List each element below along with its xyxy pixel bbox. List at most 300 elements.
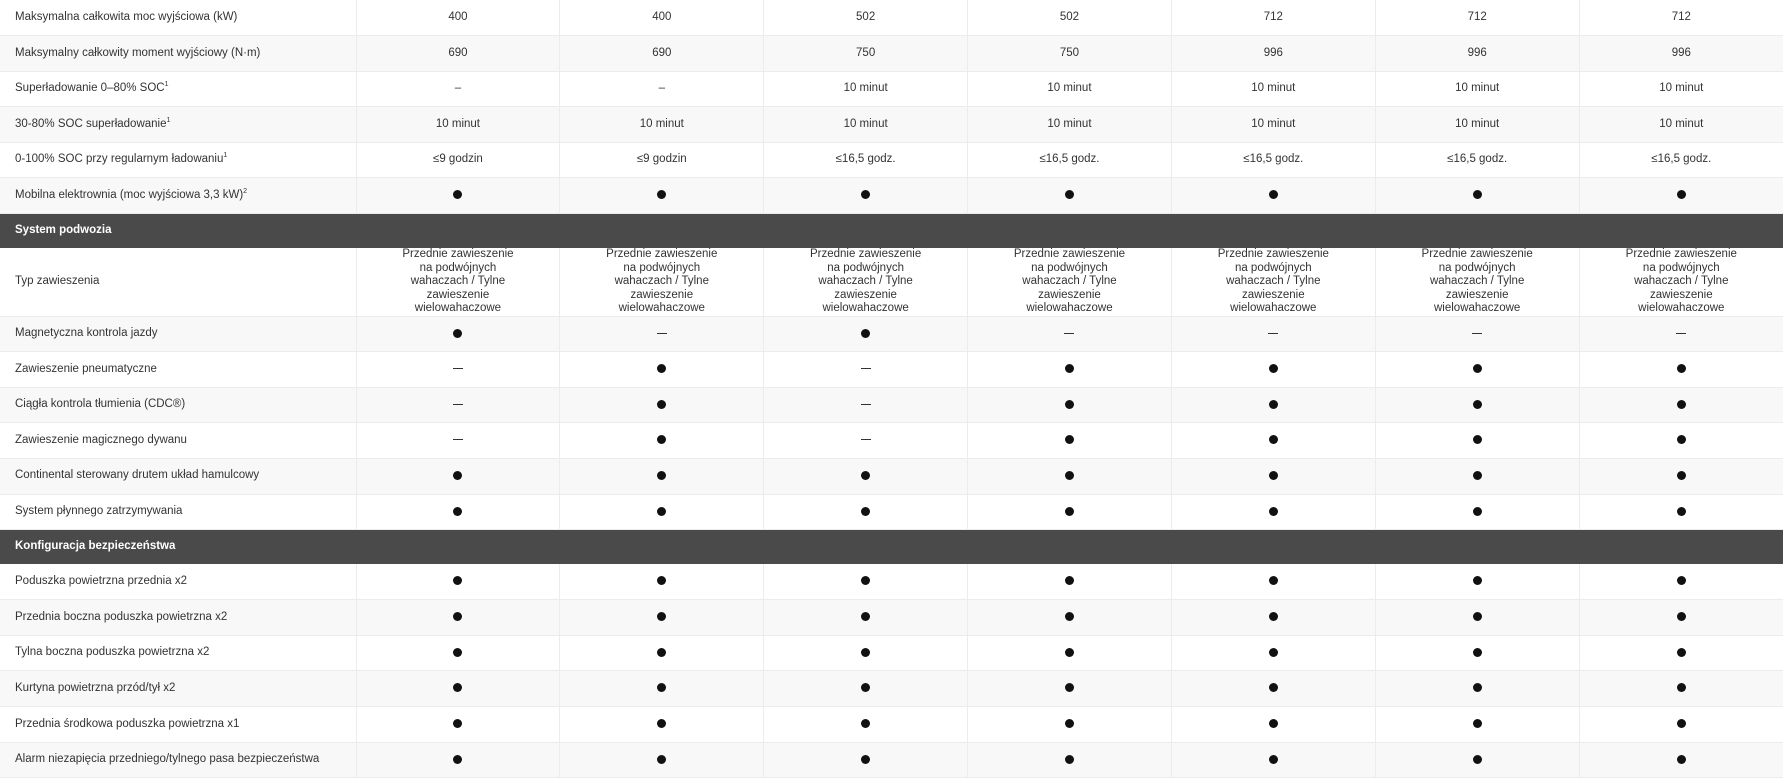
included-dot-icon [1677, 435, 1686, 444]
value-text: 10 minut [639, 117, 684, 130]
not-available-dash-icon [453, 368, 463, 369]
row-label: Przednia boczna poduszka powietrzna x2 [15, 610, 228, 623]
value-cell [1579, 600, 1783, 636]
value-text: 750 [856, 46, 876, 59]
value-cell [356, 707, 560, 743]
included-dot-icon [453, 755, 462, 764]
included-dot-icon [1677, 683, 1686, 692]
table-row [0, 671, 1783, 707]
value-cell [560, 387, 764, 423]
included-dot-icon [1065, 435, 1074, 444]
value-cell [1171, 707, 1375, 743]
row-label-cell [0, 0, 356, 36]
not-available-dash-icon [861, 439, 871, 440]
included-dot-icon [1677, 364, 1686, 373]
included-dot-icon [453, 683, 462, 692]
value-cell [1579, 707, 1783, 743]
value-cell [560, 36, 764, 72]
value-cell [560, 707, 764, 743]
included-dot-icon [1065, 400, 1074, 409]
value-text: Przednie zawieszenie na podwójnych wahaczach / Tylne zawieszenie wielowahaczowe [810, 248, 922, 315]
value-cell [356, 600, 560, 636]
value-cell [1375, 564, 1579, 600]
value-cell [764, 671, 968, 707]
included-dot-icon [861, 683, 870, 692]
not-available-dash-icon [1472, 333, 1482, 334]
value-cell [1171, 178, 1375, 214]
table-row [0, 458, 1783, 494]
row-label-cell [0, 142, 356, 178]
included-dot-icon [657, 471, 666, 480]
value-cell [1171, 671, 1375, 707]
value-cell [356, 564, 560, 600]
value-cell [968, 0, 1172, 36]
included-dot-icon [1473, 507, 1482, 516]
table-row [0, 316, 1783, 352]
value-cell [968, 107, 1172, 143]
included-dot-icon [1065, 612, 1074, 621]
included-dot-icon [1677, 400, 1686, 409]
table-row [0, 352, 1783, 388]
value-cell [1375, 71, 1579, 107]
value-cell [356, 71, 560, 107]
included-dot-icon [453, 190, 462, 199]
included-dot-icon [1269, 364, 1278, 373]
value-cell [1375, 178, 1579, 214]
value-cell [968, 742, 1172, 778]
included-dot-icon [1473, 612, 1482, 621]
included-dot-icon [657, 400, 666, 409]
included-dot-icon [1677, 612, 1686, 621]
value-cell [1171, 36, 1375, 72]
value-cell [1579, 423, 1783, 459]
value-cell [1171, 458, 1375, 494]
table-row [0, 36, 1783, 72]
value-cell [560, 564, 764, 600]
included-dot-icon [657, 755, 666, 764]
value-cell [356, 352, 560, 388]
value-cell [1579, 494, 1783, 530]
table-row [0, 0, 1783, 36]
value-cell [560, 316, 764, 352]
included-dot-icon [1677, 507, 1686, 516]
value-cell [356, 458, 560, 494]
value-cell [1375, 352, 1579, 388]
value-text: 690 [652, 46, 672, 59]
row-label-cell [0, 600, 356, 636]
value-cell [968, 671, 1172, 707]
value-text: – [658, 82, 665, 95]
table-row [0, 142, 1783, 178]
included-dot-icon [1269, 507, 1278, 516]
included-dot-icon [1065, 683, 1074, 692]
included-dot-icon [657, 576, 666, 585]
row-label-cell [0, 36, 356, 72]
value-cell [356, 423, 560, 459]
value-text: 712 [1263, 10, 1283, 23]
value-cell [968, 352, 1172, 388]
table-row [0, 494, 1783, 530]
value-cell [764, 600, 968, 636]
included-dot-icon [1473, 576, 1482, 585]
value-cell [1375, 458, 1579, 494]
value-cell [560, 352, 764, 388]
included-dot-icon [1473, 364, 1482, 373]
included-dot-icon [861, 329, 870, 338]
value-cell [968, 178, 1172, 214]
value-text: ≤16,5 godz. [1039, 153, 1100, 166]
value-cell [1171, 142, 1375, 178]
included-dot-icon [1065, 576, 1074, 585]
value-cell [560, 635, 764, 671]
value-text: 996 [1671, 46, 1691, 59]
row-label: 0-100% SOC przy regularnym ładowaniu [15, 153, 224, 166]
included-dot-icon [1473, 471, 1482, 480]
value-cell [1375, 423, 1579, 459]
row-label: Continental sterowany drutem układ hamulcowy [15, 469, 260, 482]
included-dot-icon [1473, 755, 1482, 764]
not-available-dash-icon [861, 368, 871, 369]
included-dot-icon [1065, 190, 1074, 199]
value-text: 10 minut [1455, 82, 1500, 95]
included-dot-icon [861, 612, 870, 621]
included-dot-icon [657, 719, 666, 728]
included-dot-icon [1269, 683, 1278, 692]
included-dot-icon [1269, 190, 1278, 199]
value-text: 10 minut [843, 82, 888, 95]
value-cell [1171, 352, 1375, 388]
value-text: ≤16,5 godz. [1651, 153, 1712, 166]
value-text: Przednie zawieszenie na podwójnych wahaczach / Tylne zawieszenie wielowahaczowe [1217, 248, 1329, 315]
included-dot-icon [1473, 190, 1482, 199]
value-cell [968, 600, 1172, 636]
value-text: 400 [652, 10, 672, 23]
value-text: 400 [448, 10, 468, 23]
footnote-marker: 1 [223, 152, 228, 160]
value-cell [560, 742, 764, 778]
table-row [0, 107, 1783, 143]
included-dot-icon [1677, 719, 1686, 728]
included-dot-icon [1269, 755, 1278, 764]
value-cell [1171, 248, 1375, 316]
table-row [0, 635, 1783, 671]
value-text: 10 minut [1047, 82, 1092, 95]
value-cell [560, 107, 764, 143]
value-cell [560, 248, 764, 316]
row-label: Maksymalny całkowity moment wyjściowy (N·m) [15, 46, 261, 59]
value-text: Przednie zawieszenie na podwójnych wahaczach / Tylne zawieszenie wielowahaczowe [402, 248, 514, 315]
value-cell [560, 600, 764, 636]
value-cell [356, 248, 560, 316]
table-row [0, 707, 1783, 743]
value-cell [1579, 635, 1783, 671]
included-dot-icon [1269, 612, 1278, 621]
value-text: 10 minut [1659, 117, 1704, 130]
not-available-dash-icon [861, 404, 871, 405]
row-label: Alarm niezapięcia przedniego/tylnego pasa bezpieczeństwa [15, 753, 320, 766]
row-label: System płynnego zatrzymywania [15, 505, 183, 518]
value-cell [356, 142, 560, 178]
table-row [0, 71, 1783, 107]
value-text: ≤16,5 godz. [835, 153, 896, 166]
value-cell [356, 387, 560, 423]
included-dot-icon [861, 576, 870, 585]
value-text: 996 [1263, 46, 1283, 59]
row-label: Zawieszenie magicznego dywanu [15, 433, 187, 446]
included-dot-icon [1065, 364, 1074, 373]
not-available-dash-icon [1676, 333, 1686, 334]
value-text: 10 minut [1047, 117, 1092, 130]
included-dot-icon [1065, 471, 1074, 480]
value-cell [764, 742, 968, 778]
row-label: Zawieszenie pneumatyczne [15, 362, 157, 375]
included-dot-icon [1473, 400, 1482, 409]
included-dot-icon [861, 190, 870, 199]
row-label-cell [0, 635, 356, 671]
value-cell [968, 707, 1172, 743]
row-label: Mobilna elektrownia (moc wyjściowa 3,3 kW) [15, 189, 244, 202]
value-cell [764, 387, 968, 423]
value-cell [560, 0, 764, 36]
included-dot-icon [657, 364, 666, 373]
section-title: Konfiguracja bezpieczeństwa [0, 530, 1783, 565]
value-text: 712 [1467, 10, 1487, 23]
included-dot-icon [1269, 576, 1278, 585]
value-cell [764, 423, 968, 459]
value-cell [968, 458, 1172, 494]
value-cell [968, 494, 1172, 530]
included-dot-icon [657, 507, 666, 516]
value-cell [968, 387, 1172, 423]
footnote-marker: 1 [166, 117, 171, 124]
section-title: System podwozia [0, 214, 1783, 249]
value-cell [356, 107, 560, 143]
value-cell [560, 142, 764, 178]
value-cell [560, 178, 764, 214]
value-cell [764, 635, 968, 671]
value-cell [1171, 0, 1375, 36]
included-dot-icon [1065, 648, 1074, 657]
row-label: Ciągła kontrola tłumienia (CDC®) [15, 398, 186, 411]
included-dot-icon [861, 755, 870, 764]
value-cell [1171, 423, 1375, 459]
row-label: Poduszka powietrzna przednia x2 [15, 574, 187, 587]
value-text: Przednie zawieszenie na podwójnych wahaczach / Tylne zawieszenie wielowahaczowe [1625, 248, 1737, 315]
table-row [0, 248, 1783, 316]
section-header [0, 214, 1783, 249]
included-dot-icon [1473, 648, 1482, 657]
value-cell [1375, 600, 1579, 636]
value-cell [968, 316, 1172, 352]
value-cell [1375, 107, 1579, 143]
value-cell [968, 36, 1172, 72]
value-cell [1579, 742, 1783, 778]
value-cell [968, 564, 1172, 600]
value-cell [356, 742, 560, 778]
included-dot-icon [1677, 648, 1686, 657]
included-dot-icon [657, 612, 666, 621]
included-dot-icon [657, 190, 666, 199]
value-cell [764, 707, 968, 743]
value-cell [560, 458, 764, 494]
value-cell [1375, 316, 1579, 352]
value-cell [764, 248, 968, 316]
not-available-dash-icon [453, 404, 463, 405]
included-dot-icon [1269, 648, 1278, 657]
value-cell [1375, 0, 1579, 36]
row-label-cell [0, 423, 356, 459]
row-label-cell [0, 178, 356, 214]
value-cell [1375, 387, 1579, 423]
included-dot-icon [1269, 400, 1278, 409]
value-cell [1171, 600, 1375, 636]
value-cell [764, 36, 968, 72]
value-cell [1579, 316, 1783, 352]
value-cell [1579, 387, 1783, 423]
included-dot-icon [453, 507, 462, 516]
row-label-cell [0, 387, 356, 423]
row-label: 30-80% SOC superładowanie [15, 117, 167, 130]
value-cell [356, 671, 560, 707]
included-dot-icon [453, 576, 462, 585]
value-cell [1579, 458, 1783, 494]
included-dot-icon [1065, 719, 1074, 728]
table-row [0, 742, 1783, 778]
not-available-dash-icon [453, 439, 463, 440]
not-available-dash-icon [1268, 333, 1278, 334]
value-cell [764, 178, 968, 214]
value-text: Przednie zawieszenie na podwójnych wahaczach / Tylne zawieszenie wielowahaczowe [1421, 248, 1533, 315]
row-label-cell [0, 564, 356, 600]
value-cell [1171, 107, 1375, 143]
included-dot-icon [453, 612, 462, 621]
value-text: 10 minut [1659, 82, 1704, 95]
value-text: ≤9 godzin [433, 153, 483, 166]
value-cell [1171, 316, 1375, 352]
included-dot-icon [1269, 719, 1278, 728]
value-cell [560, 71, 764, 107]
value-cell [1171, 71, 1375, 107]
value-cell [1579, 178, 1783, 214]
row-label-cell [0, 71, 356, 107]
value-cell [1579, 0, 1783, 36]
value-text: 10 minut [843, 117, 888, 130]
value-text: ≤9 godzin [636, 153, 687, 166]
value-cell [1579, 248, 1783, 316]
value-text: 502 [1059, 10, 1080, 23]
row-label-cell [0, 671, 356, 707]
included-dot-icon [1677, 755, 1686, 764]
value-cell [1375, 707, 1579, 743]
value-cell [1171, 635, 1375, 671]
value-text: ≤16,5 godz. [1243, 153, 1304, 166]
included-dot-icon [453, 719, 462, 728]
value-cell [356, 635, 560, 671]
table-row [0, 423, 1783, 459]
row-label-cell [0, 742, 356, 778]
value-text: 10 minut [1251, 82, 1296, 95]
value-cell [1579, 107, 1783, 143]
value-text: 10 minut [435, 117, 480, 130]
row-label-cell [0, 352, 356, 388]
included-dot-icon [1473, 435, 1482, 444]
value-cell [356, 0, 560, 36]
value-cell [1579, 142, 1783, 178]
included-dot-icon [657, 435, 666, 444]
not-available-dash-icon [657, 333, 667, 334]
included-dot-icon [453, 329, 462, 338]
row-label-cell [0, 316, 356, 352]
row-label: Typ zawieszenia [15, 275, 100, 288]
included-dot-icon [1065, 507, 1074, 516]
value-cell [560, 671, 764, 707]
included-dot-icon [1473, 719, 1482, 728]
value-text: 750 [1059, 46, 1080, 59]
included-dot-icon [1677, 190, 1686, 199]
not-available-dash-icon [1064, 333, 1074, 334]
included-dot-icon [1269, 471, 1278, 480]
value-cell [1171, 564, 1375, 600]
table-row [0, 387, 1783, 423]
included-dot-icon [1677, 471, 1686, 480]
included-dot-icon [657, 683, 666, 692]
value-cell [1579, 564, 1783, 600]
value-cell [1171, 494, 1375, 530]
value-cell [968, 71, 1172, 107]
value-cell [764, 142, 968, 178]
value-cell [1579, 671, 1783, 707]
value-cell [1375, 635, 1579, 671]
included-dot-icon [861, 719, 870, 728]
value-cell [356, 494, 560, 530]
value-cell [1579, 352, 1783, 388]
value-cell [764, 352, 968, 388]
value-cell [764, 107, 968, 143]
included-dot-icon [657, 648, 666, 657]
value-cell [968, 423, 1172, 459]
value-text: ≤16,5 godz. [1447, 153, 1508, 166]
included-dot-icon [453, 648, 462, 657]
value-cell [968, 635, 1172, 671]
included-dot-icon [453, 471, 462, 480]
value-cell [1375, 671, 1579, 707]
row-label: Tylna boczna poduszka powietrzna x2 [15, 646, 210, 659]
value-cell [356, 36, 560, 72]
value-cell [1375, 248, 1579, 316]
value-cell [356, 178, 560, 214]
value-cell [560, 494, 764, 530]
row-label-cell [0, 458, 356, 494]
included-dot-icon [1065, 755, 1074, 764]
value-text: Przednie zawieszenie na podwójnych wahaczach / Tylne zawieszenie wielowahaczowe [606, 248, 718, 315]
value-cell [1579, 36, 1783, 72]
row-label-cell [0, 248, 356, 316]
row-label-cell [0, 707, 356, 743]
value-cell [968, 248, 1172, 316]
row-label: Przednia środkowa poduszka powietrzna x1 [15, 717, 240, 730]
included-dot-icon [1269, 435, 1278, 444]
included-dot-icon [1473, 683, 1482, 692]
value-cell [1375, 742, 1579, 778]
value-cell [1375, 36, 1579, 72]
value-text: 10 minut [1251, 117, 1296, 130]
value-cell [968, 142, 1172, 178]
included-dot-icon [861, 471, 870, 480]
footnote-marker: 1 [164, 81, 169, 89]
value-cell [764, 564, 968, 600]
section-header [0, 530, 1783, 565]
value-cell [764, 0, 968, 36]
